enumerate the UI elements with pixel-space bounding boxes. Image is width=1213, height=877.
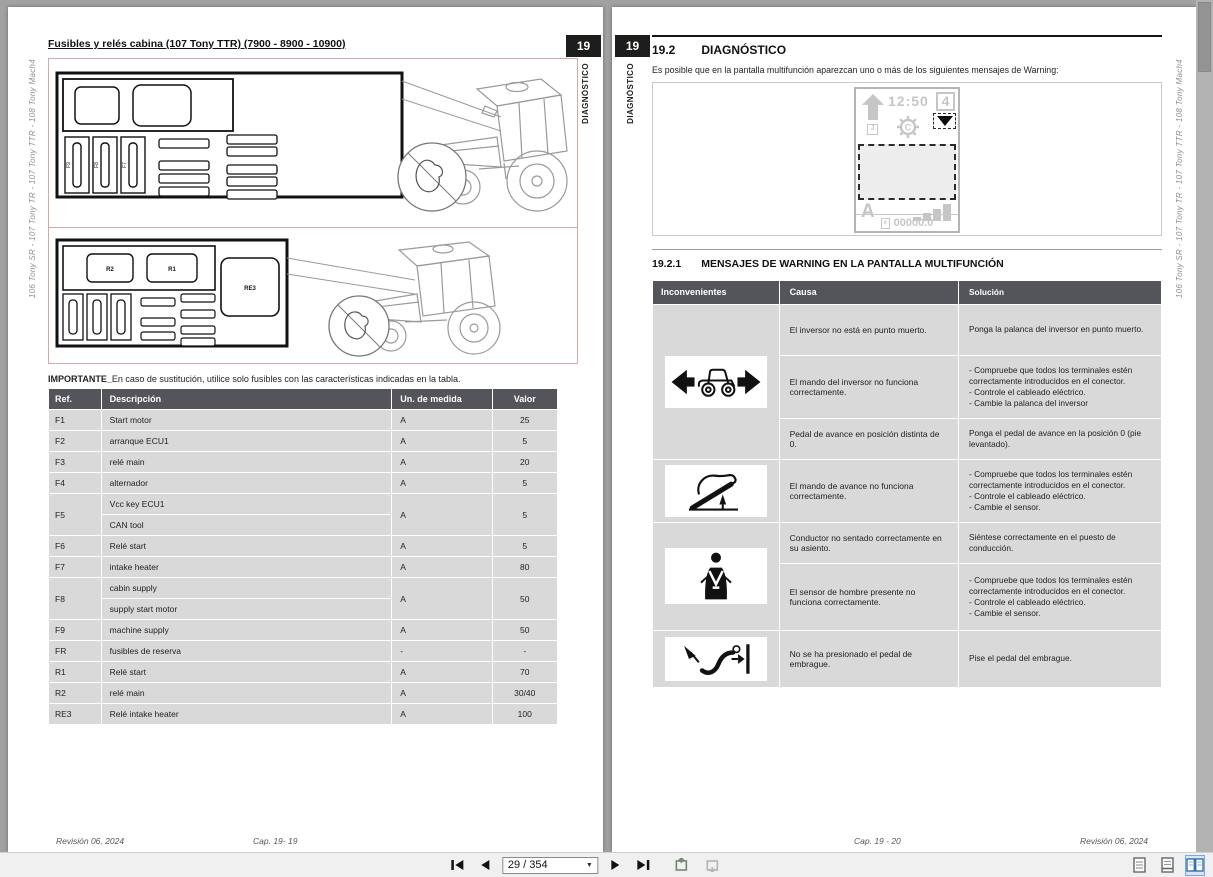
warning-solucion: Ponga el pedal de avance en la posición 0 (pie levantado). — [959, 419, 1161, 459]
warning-row — [653, 523, 1161, 563]
fuse-ref: R1 — [49, 662, 101, 682]
history-back-button[interactable] — [670, 856, 692, 875]
fuse-description: Relé start — [102, 536, 392, 556]
cogwheel-icon — [896, 115, 920, 139]
facing-view-button[interactable] — [1185, 855, 1205, 876]
fuse-description: alternador — [102, 473, 392, 493]
fuse-ref: F2 — [49, 431, 101, 451]
warning-triangle-icon — [937, 116, 953, 126]
fuse-value: 50 — [493, 578, 558, 619]
document-page-left — [8, 7, 603, 852]
fuse-table — [48, 388, 558, 725]
fuse-value: 30/40 — [493, 683, 558, 703]
warning-causa: Conductor no sentado correctamente en su asiento. — [780, 523, 958, 563]
fuse-col-unit: Un. de medida — [392, 389, 491, 409]
fuse-col-ref: Ref. — [49, 389, 101, 409]
fuse-description: Relé intake heater — [102, 704, 392, 724]
fuse-description: Relé start — [102, 662, 392, 682]
warning-solucion: Ponga la palanca del inversor en punto muerto. — [959, 305, 1161, 355]
fuse-table-row — [49, 683, 557, 703]
fuse-description: machine supply — [102, 620, 392, 640]
section-number: 19.2 — [652, 43, 676, 57]
fuse-unit: A — [392, 452, 491, 472]
fuse-unit: A — [392, 473, 491, 493]
important-note-text: En caso de sustitución, utilice solo fusibles con las características indicadas en la tabla. — [111, 374, 461, 384]
display-clock: 12:50 — [888, 93, 929, 109]
fuse-value: 5 — [493, 473, 558, 493]
fuse-description: cabin supply supply start motor — [102, 578, 392, 619]
warning-solucion: Pise el pedal del embrague. — [959, 631, 1161, 687]
figure-cabin-relaybox — [48, 228, 578, 364]
fuse-table-row — [49, 662, 557, 682]
fuse-ref: F4 — [49, 473, 101, 493]
cabin-fusebox-illustration — [49, 59, 577, 227]
warning-row — [653, 460, 1161, 522]
fuse-description: Start motor — [102, 410, 392, 430]
warning-row — [653, 305, 1161, 355]
history-back-icon — [673, 858, 689, 872]
hourmeter-icon: x — [881, 218, 890, 229]
fuse-description: arranque ECU1 — [102, 431, 392, 451]
fuse-unit: A — [392, 620, 491, 640]
warning-icon-cell — [653, 631, 779, 687]
fuse-value: 20 — [493, 452, 558, 472]
fuse-table-row — [49, 410, 557, 430]
continuous-view-icon — [1161, 857, 1174, 873]
chapter-tab-label: DIAGNÓSTICO — [626, 63, 635, 124]
next-page-button[interactable] — [604, 856, 626, 875]
subsection-number: 19.2.1 — [652, 258, 682, 270]
previous-page-icon — [480, 859, 490, 871]
page-number: Cap. 19 - 20 — [854, 836, 901, 846]
fuse-description: relé main — [102, 683, 392, 703]
previous-page-button[interactable] — [474, 856, 496, 875]
last-page-icon — [636, 859, 650, 871]
page-title: Fusibles y relés cabina (107 Tony TTR) (7900 - 8900 - 10900) — [48, 38, 346, 50]
continuous-view-button[interactable] — [1157, 855, 1177, 876]
fuse-ref: F8 — [49, 578, 101, 619]
fuse-table-row — [49, 557, 557, 577]
fuse-value: 80 — [493, 557, 558, 577]
inverter-direction-icon — [670, 360, 762, 404]
fuse-ref: F9 — [49, 620, 101, 640]
warning-icon-cell — [653, 523, 779, 630]
c-mode-letter: C — [904, 122, 912, 133]
figure-cabin-fusebox — [48, 58, 578, 228]
col-inconvenientes: Inconvenientes — [653, 281, 779, 304]
fuse-unit: A — [392, 431, 491, 451]
section-rule — [652, 35, 1162, 37]
hourmeter-row — [856, 214, 958, 231]
history-forward-button[interactable] — [701, 856, 723, 875]
subsection-heading — [652, 249, 1162, 270]
fuse-description: Vcc key ECU1 CAN tool — [102, 494, 392, 535]
j-indicator: J — [867, 124, 878, 135]
fuse-table-row — [49, 494, 557, 535]
fuse-table-row — [49, 620, 557, 640]
drive-mode-letter: A — [861, 201, 875, 222]
page-indicator: 29 / 354 — [507, 859, 548, 871]
operator-seat-icon — [690, 551, 742, 601]
warning-icon-cell — [653, 305, 779, 459]
warning-solucion: - Compruebe que todos los terminales estén correctamente introducidos en el conector. - Controle el cableado eléctrico. - Cambie la palanca del inversor — [959, 356, 1161, 418]
chapter-tab-number: 19 — [615, 35, 650, 57]
page-number-combobox[interactable] — [502, 857, 598, 874]
col-causa: Causa — [780, 281, 958, 304]
up-arrow-icon — [862, 94, 884, 120]
fuse-label-f7: F7 — [122, 162, 128, 168]
model-range-sidetext: 106 Tony SR - 107 Tony TR - 107 Tony TTR - 108 Tony Mach4 — [1175, 59, 1184, 299]
warning-message-area — [858, 144, 956, 200]
fuse-table-row — [49, 536, 557, 556]
fuse-unit: A — [392, 410, 491, 430]
fuse-value: 5 — [493, 494, 558, 535]
accelerator-pedal-icon — [681, 469, 751, 513]
fuse-value: 5 — [493, 431, 558, 451]
fuse-table-row — [49, 473, 557, 493]
warning-solucion: - Compruebe que todos los terminales estén correctamente introducidos en el conector. - Controle el cableado eléctrico. - Cambie el sensor. — [959, 564, 1161, 630]
fuse-value: - — [493, 641, 558, 661]
fuse-table-body — [49, 410, 557, 724]
warning-row — [653, 631, 1161, 687]
fuse-table-row — [49, 704, 557, 724]
single-page-view-icon — [1133, 857, 1146, 873]
fuse-table-row — [49, 641, 557, 661]
revision-note: Revisión 06, 2024 — [56, 836, 125, 846]
warning-causa: El inversor no está en punto muerto. — [780, 305, 958, 355]
warning-causa: El mando del inversor no funciona correctamente. — [780, 356, 958, 418]
fuse-unit: A — [392, 662, 491, 682]
warning-causa: El sensor de hombre presente no funciona correctamente. — [780, 564, 958, 630]
warning-causa: Pedal de avance en posición distinta de 0. — [780, 419, 958, 459]
chevron-down-icon: ▼ — [585, 861, 593, 869]
relay-label-re3: RE3 — [244, 286, 256, 292]
warning-table — [652, 280, 1162, 688]
fuse-unit: - — [392, 641, 491, 661]
first-page-button[interactable] — [446, 856, 468, 875]
fuse-description: fusibles de reserva — [102, 641, 392, 661]
fuse-ref: F3 — [49, 452, 101, 472]
fuse-col-desc: Descripción — [102, 389, 392, 409]
hourmeter-value: 00000.0 — [893, 217, 934, 229]
warning-causa: El mando de avance no funciona correctamente. — [780, 460, 958, 522]
fuse-table-row — [49, 452, 557, 472]
fuse-table-row — [49, 431, 557, 451]
relaybox-location-callout — [329, 296, 389, 356]
revision-note: Revisión 06, 2024 — [1079, 836, 1148, 846]
single-page-view-button[interactable] — [1129, 855, 1149, 876]
important-note-keyword: IMPORTANTE_ — [48, 374, 112, 384]
fuse-unit: A — [392, 683, 491, 703]
fuse-table-header-row — [49, 389, 557, 409]
document-page-right — [612, 7, 1196, 852]
history-forward-icon — [704, 858, 720, 872]
fuse-description: intake heater — [102, 557, 392, 577]
fuse-value: 100 — [493, 704, 558, 724]
important-note — [48, 374, 578, 384]
gear-number-indicator: 4 — [936, 92, 955, 111]
fuse-description: relé main — [102, 452, 392, 472]
multifunction-display — [854, 87, 960, 233]
warning-table-header-row — [653, 281, 1161, 304]
viewer-toolbar — [0, 852, 1213, 877]
warning-solucion: - Compruebe que todos los terminales estén correctamente introducidos en el conector. - Controle el cableado eléctrico. - Cambie el sensor. — [959, 460, 1161, 522]
fuse-ref: F7 — [49, 557, 101, 577]
fuse-ref: FR — [49, 641, 101, 661]
relay-label-r1: R1 — [168, 267, 176, 273]
chapter-tab-number: 19 — [566, 35, 601, 57]
scrollbar-thumb[interactable] — [1198, 2, 1211, 72]
fuse-label-f8: F8 — [94, 162, 100, 168]
fuse-value: 50 — [493, 620, 558, 640]
fuse-ref: RE3 — [49, 704, 101, 724]
chapter-tab-label: DIAGNÓSTICO — [581, 63, 590, 124]
relay-label-r2: R2 — [106, 267, 114, 273]
warning-slot-indicator — [933, 113, 956, 129]
fuse-value: 5 — [493, 536, 558, 556]
section-title: DIAGNÓSTICO — [701, 43, 787, 57]
warning-causa: No se ha presionado el pedal de embrague. — [780, 631, 958, 687]
fusebox-location-callout — [398, 143, 466, 211]
fuse-unit: A — [392, 557, 491, 577]
subsection-title: MENSAJES DE WARNING EN LA PANTALLA MULTIFUNCIÓN — [701, 258, 1004, 270]
figure-multifunction-display — [652, 82, 1162, 236]
fuse-label-f9: F9 — [66, 162, 72, 168]
fuse-ref: R2 — [49, 683, 101, 703]
warning-icon-cell — [653, 460, 779, 522]
fuse-ref: F5 — [49, 494, 101, 535]
facing-view-icon — [1186, 858, 1204, 872]
fuse-unit: A — [392, 578, 491, 619]
fuse-unit: A — [392, 494, 491, 535]
fuse-col-value: Valor — [493, 389, 558, 409]
page-number: Cap. 19- 19 — [253, 836, 298, 846]
first-page-icon — [450, 859, 464, 871]
col-solucion: Solución — [959, 281, 1161, 304]
section-intro: Es posible que en la pantalla multifunción aparezcan uno o más de los siguientes mensajes de Warning: — [652, 65, 1059, 75]
fuse-unit: A — [392, 704, 491, 724]
warning-solucion: Siéntese correctamente en el puesto de conducción. — [959, 523, 1161, 563]
last-page-button[interactable] — [632, 856, 654, 875]
next-page-icon — [610, 859, 620, 871]
fuse-unit: A — [392, 536, 491, 556]
clutch-pedal-icon — [677, 641, 755, 677]
fuse-value: 70 — [493, 662, 558, 682]
section-heading — [652, 43, 1162, 57]
cabin-relaybox-illustration — [49, 228, 577, 362]
model-range-sidetext: 106 Tony SR - 107 Tony TR - 107 Tony TTR - 108 Tony Mach4 — [28, 59, 37, 299]
fuse-value: 25 — [493, 410, 558, 430]
fuse-ref: F6 — [49, 536, 101, 556]
fuse-table-row — [49, 578, 557, 619]
fuse-ref: F1 — [49, 410, 101, 430]
vertical-scrollbar[interactable] — [1196, 0, 1213, 852]
